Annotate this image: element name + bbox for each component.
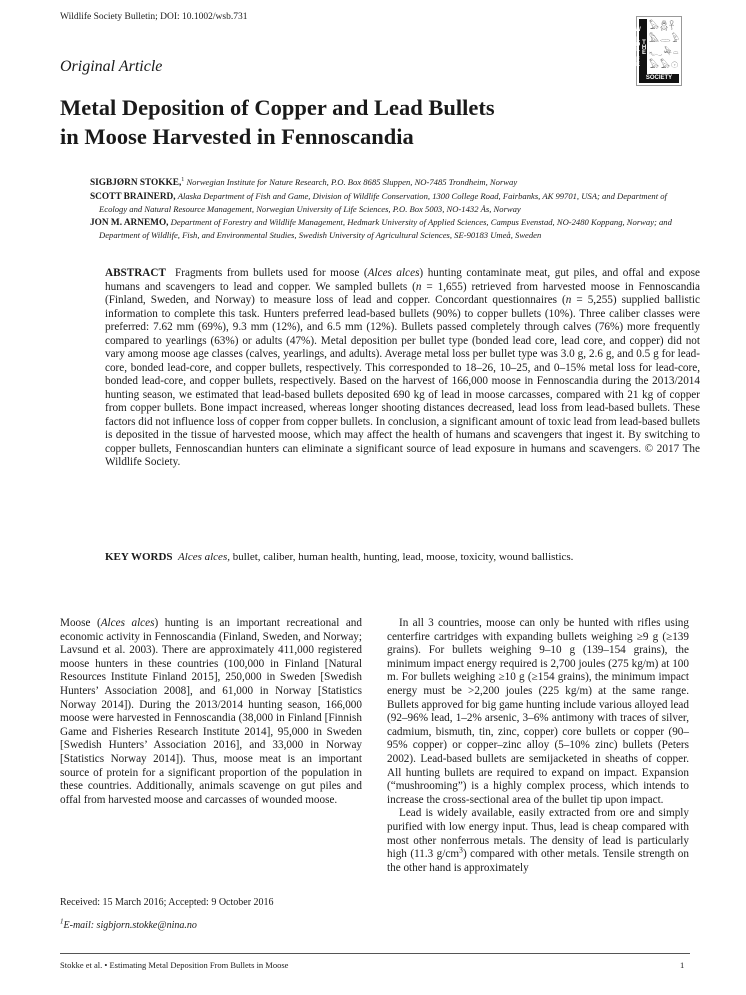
- body-text: Lead is widely available, easily extracted from ore and simply purified with low energy input. Thus, lead is cheap compared with most other nonferrous metals. The density of lead is particularly high (11.3 g/cm: [387, 807, 689, 861]
- logo-band: THE WILDLIFE: [639, 19, 647, 75]
- body-column-right: [387, 617, 689, 875]
- author-entry: [90, 217, 690, 241]
- article-type: Original Article: [60, 58, 163, 75]
- author-name: JON M. ARNEMO,: [90, 218, 169, 229]
- author-entry: [90, 177, 690, 189]
- author-entry: [90, 191, 690, 215]
- body-column-left: [60, 617, 362, 807]
- keywords-label: KEY WORDS: [105, 551, 173, 563]
- abstract-text: = 1,655) retrieved from harvested moose in Fennoscandia (Finland, Sweden, and Norway) to measure loss of lead and copper. Concordant questionnaires (: [105, 280, 701, 306]
- wildlife-society-logo: [636, 16, 682, 86]
- body-text: ) compared with other metals. Tensile strength on the other hand is approximately: [387, 848, 689, 874]
- author-affiliation: Alaska Department of Fish and Game, Division of Wildlife Conservation, 1300 College Road, Fairbanks, AK 99701, USA; and Department of Ecology and Natural Resource Management, Norwegian University of Life Sciences, P.O. Box 5003, NO-1432 Ås, Norway: [99, 191, 667, 214]
- running-footer: Stokke et al. • Estimating Metal Deposition From Bullets in Moose: [60, 960, 289, 970]
- keywords: [105, 551, 700, 563]
- body-paragraph: [387, 807, 689, 875]
- email-text: E-mail: sigbjorn.stokke@nina.no: [63, 920, 197, 931]
- keyword-species: Alces alces,: [178, 551, 230, 563]
- footnote-mark: 1: [60, 917, 64, 926]
- corresponding-email: [60, 917, 197, 931]
- body-text: ) hunting is an important recreational and economic activity in Fennoscandia (Finland, Sweden, and Norway; Lavsund et al. 2003). There are approximately 411,000 registered moose hunters in these countries (100,000 in Finland [Natural Resources Institute Finland 2015], 250,000 in Sweden [Swedish Hunters’ Association 2008], and 61,000 in Norway [Statistics Norway 2014]). During the 2013/2014 hunting season, 166,000 moose were harvested in Fennoscandia (38,000 in Finland [Finnish Game and Fisheries Research Institute 2014], 95,000 in Sweden [Swedish Hunters’ Association 2016], and 33,000 in Norway [Statistics Norway 2014]). Thus, moose meat is an important source of protein for a significant proportion of the population in these countries. Additionally, animals scavenge on gut piles and offal from harvested moose and carcasses of wounded moose.: [60, 617, 362, 806]
- species-name: Alces alces: [367, 267, 420, 279]
- sample-size-symbol: n: [415, 280, 422, 293]
- article-title: [60, 93, 660, 151]
- author-name: SCOTT BRAINERD,: [90, 192, 176, 203]
- abstract-text: Fragments from bullets used for moose (: [175, 267, 368, 279]
- superscript: 3: [459, 845, 463, 855]
- body-text: Moose (: [60, 617, 101, 629]
- logo-foot: SOCIETY: [639, 74, 679, 83]
- author-affiliation: Norwegian Institute for Nature Research, P.O. Box 8685 Sluppen, NO-7485 Trondheim, Norway: [186, 177, 518, 187]
- title-line: in Moose Harvested in Fennoscandia: [60, 124, 414, 149]
- abstract-text: ) hunting contaminate meat, gut piles, and offal and expose humans and scavengers to lead and copper. We sampled bullets (: [105, 267, 701, 293]
- abstract-label: ABSTRACT: [105, 267, 166, 279]
- running-header: Wildlife Society Bulletin; DOI: 10.1002/wsb.731: [60, 12, 248, 22]
- body-paragraph: In all 3 countries, moose can only be hunted with rifles using centerfire cartridges with expanding bullets weighing ≥9 g (≥139 grains). For bullets weighing 9–10 g (139–154 grains), the minimum impact energy required is 2,700 joules (275 kg/m) at 100 m. For bullets weighing ≥10 g (≥154 grains), the minimum impact energy must be >2,200 joules (225 kg/m) at the same range. Bullets approved for big game hunting include various alloyed lead (92–96% lead, 1–2% arsenic, 3–6% antimony with traces of silver, cadmium, bismuth, tin, zinc, copper) core bullets or copper (90–95% copper) or copper–zinc alloy (5–10% zinc) bullets (Peters 2002). Lead-based bullets are semijacketed in sheaths of copper. All hunting bullets are required to expand on impact. Expansion (“mushrooming”) is a highly complex process, which intends to increase the cross-sectional area of the bullet tip upon impact.: [387, 617, 689, 806]
- abstract-text: = 5,255) supplied ballistic information to complete this task. Hunters preferred lead-based bullets (90%) to copper bullets (10%). Three caliber classes were preferred: 7.62 mm (69%), 9.3 mm (12%), and 6.5 mm (12%). Bullets passed completely through calves (76%) more frequently compared to yearlings (63%) or adults (47%). Metal deposition per bullet type (bonded lead core, lead core, and copper) did not vary among moose age classes (calves, yearlings, and adults). Average metal loss per bullet type was 3.0 g, 2.6 g, and 0.5 g for lead-core, bonded lead-core, and copper bullets, respectively. This corresponded to 18–26, 10–25, and 0–15% metal loss for lead-core, bonded lead-core, and copper bullets, respectively. Based on the harvest of 166,000 moose in Fennoscandia during the 2013/2014 hunting season, we estimated that lead-based bullets deposited 690 kg of lead in moose carcasses, compared with 21 kg of copper from copper bullets. Bone impact increased, whereas longer shooting distances decreased, lead loss from lead-based bullets. These factors did not influence loss of copper from copper bullets. In conclusion, a significant amount of toxic lead from lead-based bullets is deposited in the tissue of harvested moose, which may affect the health of humans and scavengers that ingest it. By switching to copper bullets, Fennoscandian hunters can eliminate a significant source of lead exposure in humans and scavengers. © 2017 The Wildlife Society.: [105, 294, 700, 468]
- author-list: [90, 177, 690, 243]
- keywords-list: bullet, caliber, human health, hunting, lead, moose, toxicity, wound ballistics.: [229, 551, 574, 563]
- received-dates: Received: 15 March 2016; Accepted: 9 October 2016: [60, 897, 274, 908]
- footer-divider: [60, 953, 690, 954]
- author-affiliation: Department of Forestry and Wildlife Management, Hedmark University of Applied Sciences, Campus Evenstad, NO-2480 Koppang, Norway; and Department of Wildlife, Fish, and Environmental Studies, Swedish University of Agricultural Sciences, SE-90183 Umeå, Sweden: [99, 217, 672, 240]
- species-name: Alces alces: [100, 617, 155, 629]
- page-number: 1: [680, 960, 685, 970]
- title-line: Metal Deposition of Copper and Lead Bullets: [60, 95, 495, 120]
- abstract: [105, 267, 700, 470]
- sample-size-symbol: n: [565, 294, 572, 306]
- footnote-mark: 1: [181, 177, 185, 184]
- logo-hieroglyphs-icon: 𓅃𓆣𓋹 𓅓𓂋𓅱 𓆑𓅆𓏏 𓅃𓅃𓇳: [649, 21, 681, 70]
- author-name: SIGBJØRN STOKKE,: [90, 178, 182, 188]
- body-paragraph: [60, 617, 362, 807]
